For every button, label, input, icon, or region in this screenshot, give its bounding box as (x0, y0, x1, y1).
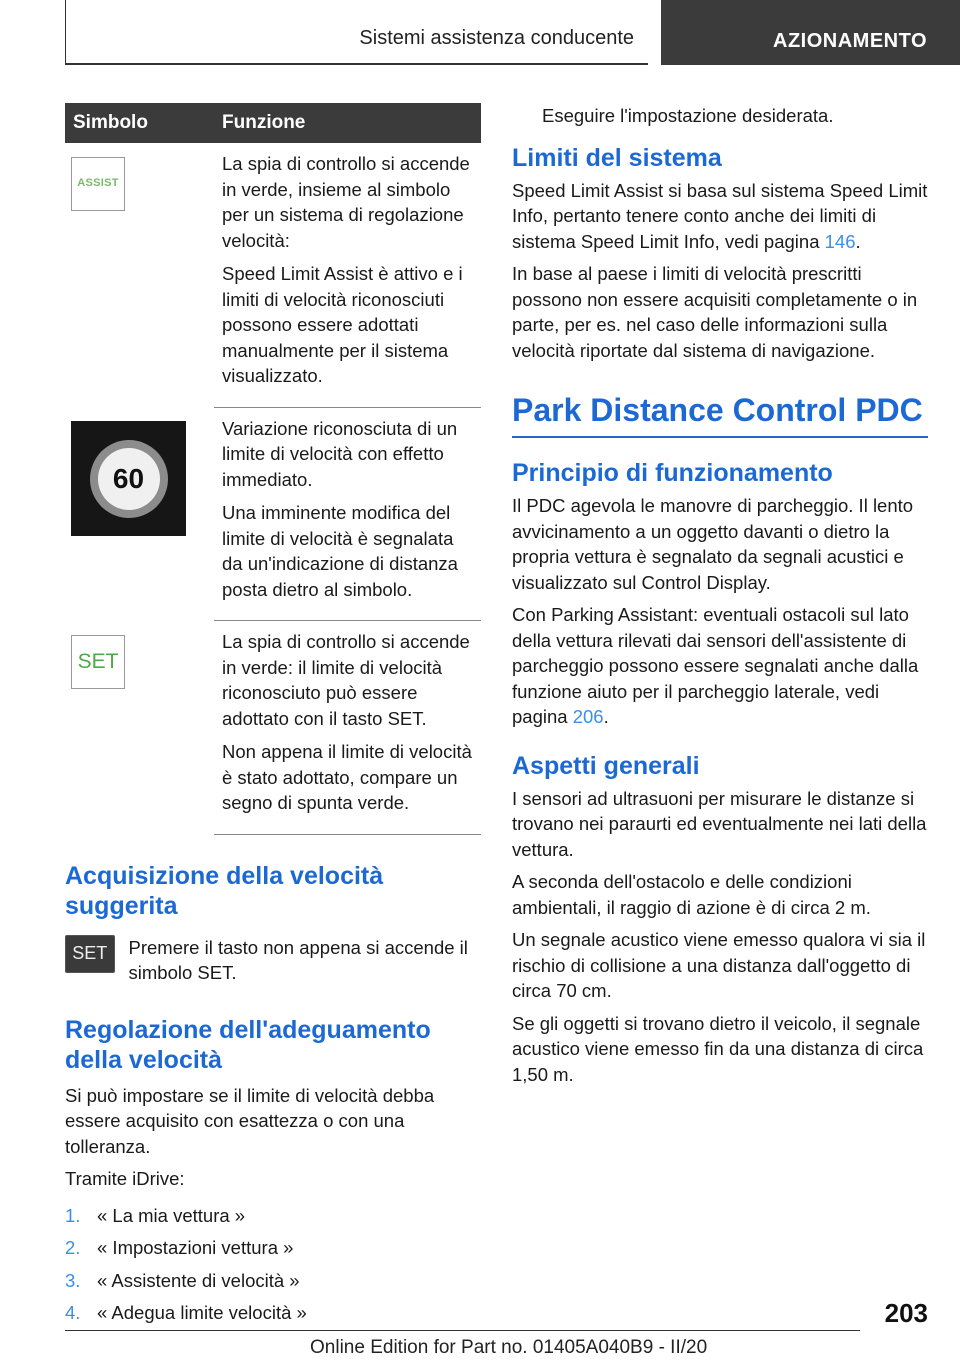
heading-aspetti: Aspetti generali (512, 751, 700, 780)
right-column (512, 103, 928, 1094)
set-indicator-icon: SET (71, 635, 125, 689)
table-header-function: Funzione (214, 103, 481, 143)
header-left-rule (65, 0, 66, 64)
heading-regolazione: Regolazione dell'adeguamento della velocità (65, 1015, 431, 1074)
table-row (65, 407, 481, 621)
table-cell-text: Una imminente modifica del limite di velocità è segnalata da un'indicazione di distanza posta dietro al simbolo. (222, 502, 458, 600)
list-item: 2. « Impostazioni vettura » (65, 1237, 294, 1258)
assist-indicator-icon: ASSIST (71, 157, 125, 211)
heading-acquisizione: Acquisizione della velocità suggerita (65, 861, 384, 920)
left-column (65, 103, 481, 1333)
heading-limiti: Limiti del sistema (512, 143, 722, 172)
footer-rule (65, 1330, 860, 1331)
aspetti-text-4: Se gli oggetti si trovano dietro il veicolo, il segnale acustico viene emesso fin da una distanza di circa 1,50 m. (512, 1012, 924, 1085)
list-item: 4. « Adegua limite velocità » (65, 1302, 307, 1323)
table-row (65, 621, 481, 835)
list-item: 3. « Assistente di velocità » (65, 1269, 300, 1291)
table-cell-text: La spia di controllo si accende in verde, insieme al simbolo per un sistema di regolazione velocità: (222, 153, 470, 251)
heading-pdc: Park Distance Control PDC (512, 390, 928, 438)
symbol-table (65, 103, 481, 835)
table-cell-text: La spia di controllo si accende in verde: il limite di velocità riconosciuto può essere adottato con il tasto SET. (222, 631, 470, 729)
page-number: 203 (884, 1298, 928, 1328)
edition-text: Online Edition for Part no. 01405A040B9 - II/20 (310, 1337, 708, 1358)
table-cell-text: Speed Limit Assist è attivo e i limiti di velocità riconosciuti possono essere adottati manualmente per il sistema visualizzato. (222, 263, 463, 386)
page-header (0, 0, 960, 66)
aspetti-text-1: I sensori ad ultrasuoni per misurare le distanze si trovano nei paraurti ed eventualmente nei lati della vettura. (512, 787, 927, 860)
acquisizione-text: Premere il tasto non appena si accende il simbolo SET. (128, 936, 468, 983)
table-cell-text: Non appena il limite di velocità è stato adottato, compare un segno di spunta verde. (222, 741, 472, 813)
set-button-icon: SET (65, 935, 115, 973)
aspetti-text-3: Un segnale acustico viene emesso qualora vi sia il rischio di collisione a una distanza dall'oggetto di circa 70 cm. (512, 929, 926, 1001)
regolazione-text: Si può impostare se il limite di velocità debba essere acquisito con esattezza o con una tolleranza. (65, 1084, 435, 1157)
limiti-text-1: Speed Limit Assist si basa sul sistema Speed Limit Info, pertanto tenere conto anche dei limiti di sistema Speed Limit Info, vedi pagina 146. (512, 179, 928, 252)
header-bottom-rule (65, 63, 648, 65)
page-link-146[interactable]: 146 (824, 230, 856, 252)
list-item: 1. « La mia vettura » (65, 1204, 246, 1226)
table-header-symbol: Simbolo (65, 103, 214, 143)
step-5-text: Eseguire l'impostazione desiderata. (542, 105, 834, 126)
limiti-text-2: In base al paese i limiti di velocità prescritti possono non essere acquisiti completamente o in parte, per es. nel caso delle informazioni sulla velocità riportate dal sistema di navigazione. (512, 263, 918, 361)
table-row (65, 143, 481, 407)
idrive-text: Tramite iDrive: (65, 1168, 185, 1189)
idrive-steps (65, 1203, 481, 1326)
table-cell-text: Variazione riconosciuta di un limite di velocità con effetto immediato. (222, 417, 458, 490)
aspetti-text-2: A seconda dell'ostacolo e delle condizioni ambientali, il raggio di azione è di circa 2 m. (512, 871, 871, 918)
speed-limit-60-icon: 60 (71, 421, 186, 536)
header-section-tab: AZIONAMENTO (661, 0, 960, 65)
principio-text-2: Con Parking Assistant: eventuali ostacoli sul lato della vettura rilevati dai sensori dell'assistente di parcheggio possono essere segnalati anche dalla funzione aiuto per il parcheggio laterale, vedi pagina 206. (512, 604, 919, 727)
principio-text-1: Il PDC agevola le manovre di parcheggio. Il lento avvicinamento a un oggetto davanti o dietro la propria vettura è segnalato da segnali acustici e visualizzato sul Control Display. (512, 495, 914, 593)
heading-principio: Principio di funzionamento (512, 459, 833, 487)
header-title: Sistemi assistenza conducente (359, 27, 634, 49)
page-link-206[interactable]: 206 (572, 706, 604, 727)
